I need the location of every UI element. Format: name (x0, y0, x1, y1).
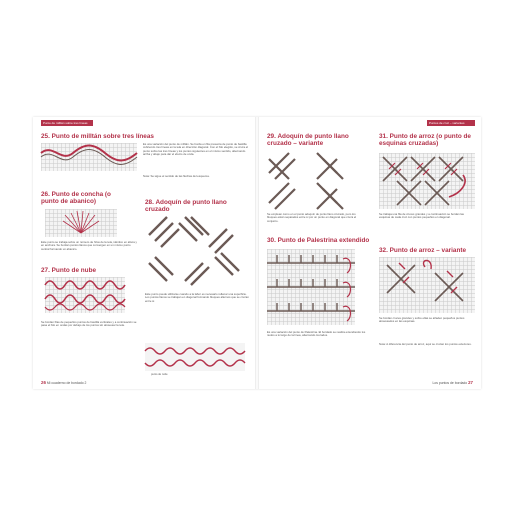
section-31-title: 31. Punto de arroz (o punto de esquinas cruzadas) (379, 133, 471, 147)
left-running-head-text: Punto de milltán sobre tres líneas (43, 121, 88, 125)
section-27-cloud-stitch (45, 277, 125, 313)
section-29-title: 29. Adoquín de punto llano cruzado – variante (267, 133, 349, 147)
section-29-diagram (267, 153, 363, 209)
section-32-rice-variant (379, 257, 475, 313)
section-32-text: Se bordan cruces grandes y sobre ellas se añaden pequeños puntos atravesados en las esquinas. (379, 316, 465, 324)
section-26-fan-stitch (45, 209, 117, 237)
section-28-sample (145, 343, 245, 371)
section-27-text: Se bordan filas de pequeños puntos de bastilla verticales y a continuación se pasa el hilo en ondas por debajo de los puntos sin atravesar la tela. (41, 320, 137, 328)
section-25-text: Es una variación del punto de milltán. Se borda en fila presenta de punto de bastilla cubriendo tres líneas en la tela en dirección diagonal. Con el hilo elegido, se cruza el punto sobre las tres líneas y los puntos siguientes en el mismo sentido, alternando arriba y abajo para dar el efecto de onda. (143, 142, 248, 157)
section-32-title: 32. Punto de arroz – variante (379, 247, 467, 254)
left-book-title: Mi cuaderno de bordado 2 (46, 381, 87, 385)
section-31-rice-stitch (379, 153, 475, 209)
right-page (259, 117, 481, 389)
section-28-diagram (145, 217, 245, 285)
section-30-text: Es una variación del punto de Palestrina. El bordado se realiza extendiendo los nudos a lo largo de la línea, alternando los lados. (267, 330, 366, 338)
left-footer (41, 380, 86, 385)
section-28-title: 28. Adoquín de punto llano cruzado (145, 199, 227, 213)
section-30-palestrina-stitch (267, 249, 355, 325)
right-footer (432, 380, 473, 385)
section-30-title: 30. Punto de Palestrina extendido (267, 237, 370, 244)
section-25-note: Nota: Se sigue el sentido de las flechas del esquema. (143, 174, 210, 178)
section-27-title: 27. Punto de nube (41, 267, 97, 274)
sample-caption: punto de nube (151, 373, 168, 376)
book-spread (33, 117, 481, 389)
right-page-number: 27 (468, 380, 473, 385)
right-running-head-text: Puntos de cruz – variantes (429, 121, 465, 125)
section-26-text: Este punto se trabaja sobre un número de hilos de la tela, idéntico en altura y en anchura. Se bordan puntos llanos que convergen en un mismo punto central formando un abanico. (41, 240, 137, 251)
left-running-head (41, 120, 93, 126)
section-26-title: 26. Punto de concha (o punto de abanico) (41, 191, 111, 205)
left-page (33, 117, 255, 389)
left-page-number: 26 (41, 380, 46, 385)
section-25-title: 25. Punto de milltán sobre tres líneas (41, 133, 154, 140)
section-29-text: Se emplean como en el punto adoquín de punto llano cruzado, pero los bloques están separados entre sí por un punto en diagonal que cruza el conjunto. (267, 212, 357, 223)
right-book-title: Los puntos de bordado (432, 381, 468, 385)
section-31-text: Se trabaja una fila de cruces grandes y a continuación se bordan las esquinas de cada cruz con puntos pequeños en diagonal. (379, 212, 464, 220)
section-25-stitch-wave (41, 143, 137, 171)
section-32-note: Nota: A diferencia del punto de arroz, aquí se cruzan los puntos exteriores. (379, 342, 472, 346)
right-running-head (427, 120, 475, 126)
section-28-text: Este punto puede utilizarse cuando a la labor es necesario rellenar una superficie. Los puntos llanos se trabajan en diagonal formando bloques alternos que se cruzan entre sí. (145, 292, 249, 303)
